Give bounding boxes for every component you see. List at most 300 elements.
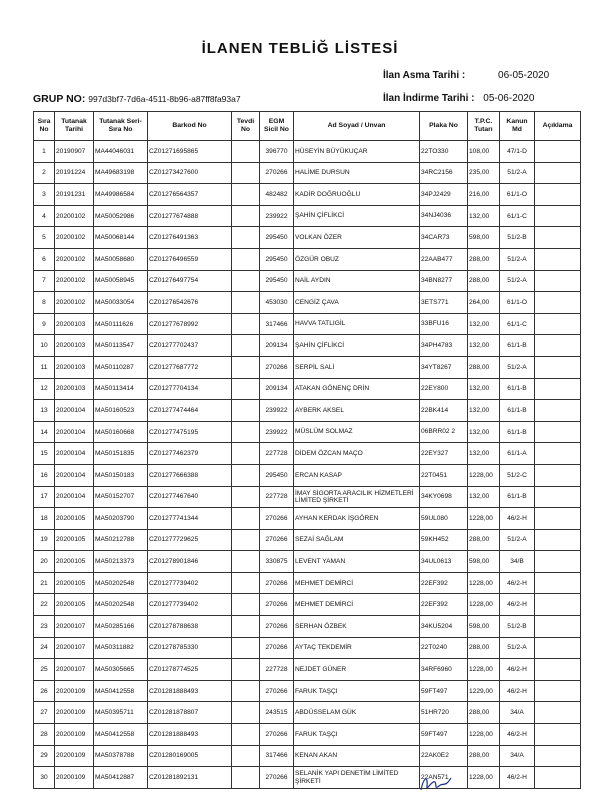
col-barkod-cell: CZ01273427600	[148, 162, 232, 184]
col-sira-cell: 2	[34, 162, 55, 184]
col-barkod-cell: CZ01276491363	[148, 227, 232, 249]
col-ad-soyad-cell: İMAY SİGORTA ARACILIK HİZMETLERİ LİMİTED ŞİRKETİ	[294, 486, 420, 508]
col-barkod-cell: CZ01276542676	[148, 292, 232, 314]
col-kanun-md-cell: 46/2-H	[500, 767, 535, 789]
col-ad-soyad-cell: KADİR DOĞRUOĞLU	[294, 184, 420, 206]
col-plaka-cell: 22EY327	[420, 443, 468, 465]
col-egm-sicil-cell: 227728	[260, 443, 294, 465]
col-tevdi-cell	[232, 313, 260, 335]
table-row	[34, 508, 581, 530]
ilan-indirme-label: İlan İndirme Tarihi :	[383, 93, 475, 104]
table-row	[34, 659, 581, 681]
col-sira-cell: 16	[34, 464, 55, 486]
col-aciklama-cell	[535, 529, 581, 551]
col-ad-soyad-cell: HALİME DURSUN	[294, 162, 420, 184]
col-plaka-cell: 22EF392	[420, 594, 468, 616]
col-tpc-tutari-cell: 132,00	[468, 378, 500, 400]
col-kanun-md-cell: 34/A	[500, 745, 535, 767]
col-tutanak-tarihi-cell: 20200103	[55, 378, 94, 400]
table-row	[34, 184, 581, 206]
col-plaka-cell: 22AN571	[420, 767, 468, 789]
table-row	[34, 227, 581, 249]
col-kanun-md-cell: 51/2-C	[500, 464, 535, 486]
col-tpc-tutari-cell: 235,00	[468, 162, 500, 184]
col-barkod-cell: CZ01277674888	[148, 205, 232, 227]
col-barkod-cell: CZ01278788638	[148, 616, 232, 638]
col-kanun-md-cell: 61/1-B	[500, 378, 535, 400]
ilan-asma-label: İlan Asma Tarihi :	[383, 70, 466, 81]
col-aciklama-cell	[535, 508, 581, 530]
col-tpc-tutari-cell: 598,00	[468, 616, 500, 638]
col-sira-cell: 23	[34, 616, 55, 638]
col-seri-sira-cell: MA50395711	[94, 702, 148, 724]
col-barkod-header: Barkod No	[148, 112, 232, 141]
col-barkod-cell: CZ01277741344	[148, 508, 232, 530]
col-ad-soyad-cell: ÖZGÜR OBUZ	[294, 248, 420, 270]
col-plaka-cell: 22TO330	[420, 141, 468, 163]
col-egm-sicil-cell: 270266	[260, 508, 294, 530]
col-sira-cell: 8	[34, 292, 55, 314]
col-ad-soyad-cell: ABDÜSSELAM GÜK	[294, 702, 420, 724]
col-barkod-cell: CZ01281892131	[148, 767, 232, 789]
col-egm-sicil-cell: 227728	[260, 486, 294, 508]
col-tevdi-cell	[232, 637, 260, 659]
col-tevdi-cell	[232, 572, 260, 594]
col-plaka-cell: 34CAR73	[420, 227, 468, 249]
col-tutanak-tarihi-cell: 20200109	[55, 767, 94, 789]
col-tevdi-cell	[232, 205, 260, 227]
col-ad-soyad-cell: FARUK TAŞÇI	[294, 680, 420, 702]
col-sira-cell: 30	[34, 767, 55, 789]
col-barkod-cell: CZ01277462379	[148, 443, 232, 465]
ilan-asma-value: 06-05-2020	[498, 70, 550, 81]
col-tevdi-cell	[232, 227, 260, 249]
col-ad-soyad-cell: MEHMET DEMİRCİ	[294, 594, 420, 616]
col-ad-soyad-header: Ad Soyad / Unvan	[294, 112, 420, 141]
col-plaka-cell: 22EF392	[420, 572, 468, 594]
col-ad-soyad-cell: NEJDET GÜNER	[294, 659, 420, 681]
col-tutanak-tarihi-cell: 20200102	[55, 205, 94, 227]
col-sira-cell: 29	[34, 745, 55, 767]
col-aciklama-cell	[535, 659, 581, 681]
col-barkod-cell: CZ01278901846	[148, 551, 232, 573]
col-egm-sicil-cell: 270266	[260, 680, 294, 702]
table-row	[34, 637, 581, 659]
col-plaka-cell: 33BFU16	[420, 313, 468, 335]
col-barkod-cell: CZ01276497754	[148, 270, 232, 292]
col-tevdi-cell	[232, 248, 260, 270]
col-seri-sira-cell: MA49986584	[94, 184, 148, 206]
table-row	[34, 529, 581, 551]
col-aciklama-cell	[535, 184, 581, 206]
col-tpc-tutari-cell: 132,00	[468, 421, 500, 443]
col-sira-cell: 18	[34, 508, 55, 530]
col-tutanak-tarihi-cell: 20200102	[55, 248, 94, 270]
col-tevdi-cell	[232, 421, 260, 443]
col-tevdi-cell	[232, 400, 260, 422]
col-tutanak-tarihi-cell: 20200104	[55, 464, 94, 486]
col-aciklama-cell	[535, 572, 581, 594]
col-tevdi-cell	[232, 335, 260, 357]
col-kanun-md-cell: 46/2-H	[500, 659, 535, 681]
col-kanun-md-cell: 61/1-B	[500, 421, 535, 443]
col-tevdi-cell	[232, 680, 260, 702]
col-tutanak-tarihi-cell: 20200104	[55, 400, 94, 422]
col-plaka-cell: 22T0451	[420, 464, 468, 486]
col-aciklama-cell	[535, 486, 581, 508]
col-aciklama-cell	[535, 594, 581, 616]
table-header-row	[34, 112, 581, 141]
col-plaka-cell: 59UL080	[420, 508, 468, 530]
col-tpc-tutari-cell: 216,00	[468, 184, 500, 206]
col-seri-sira-cell: MA50412558	[94, 724, 148, 746]
col-ad-soyad-cell: AYBERK AKSEL	[294, 400, 420, 422]
col-barkod-cell: CZ01281888493	[148, 680, 232, 702]
col-tevdi-cell	[232, 724, 260, 746]
col-plaka-cell: 34PJ2429	[420, 184, 468, 206]
col-ad-soyad-cell: SERPİL SALİ	[294, 356, 420, 378]
col-plaka-cell: 34RF6960	[420, 659, 468, 681]
col-tpc-tutari-cell: 132,00	[468, 205, 500, 227]
col-egm-sicil-cell: 209134	[260, 378, 294, 400]
grup-no-label: GRUP NO:	[33, 93, 86, 105]
col-sira-header: Sıra No	[34, 112, 55, 141]
table-row	[34, 616, 581, 638]
col-sira-cell: 12	[34, 378, 55, 400]
col-barkod-cell: CZ01276496559	[148, 248, 232, 270]
col-seri-sira-cell: MA50412887	[94, 767, 148, 789]
table-row	[34, 270, 581, 292]
table-row	[34, 162, 581, 184]
col-ad-soyad-cell: ERCAN KASAP	[294, 464, 420, 486]
col-egm-sicil-cell: 270266	[260, 767, 294, 789]
col-tpc-tutari-cell: 288,00	[468, 745, 500, 767]
col-tutanak-tarihi-cell: 20200109	[55, 745, 94, 767]
col-plaka-cell: 22T0240	[420, 637, 468, 659]
col-kanun-md-cell: 61/1-O	[500, 184, 535, 206]
col-tpc-tutari-cell: 288,00	[468, 702, 500, 724]
col-aciklama-cell	[535, 767, 581, 789]
col-tpc-tutari-header: T.P.C. Tutarı	[468, 112, 500, 141]
col-tutanak-tarihi-cell: 20200102	[55, 227, 94, 249]
col-plaka-cell: 34KU5204	[420, 616, 468, 638]
col-tutanak-tarihi-header: Tutanak Tarihi	[55, 112, 94, 141]
col-ad-soyad-cell: VOLKAN ÖZER	[294, 227, 420, 249]
table-row	[34, 594, 581, 616]
col-sira-cell: 9	[34, 313, 55, 335]
col-kanun-md-cell: 61/1-A	[500, 443, 535, 465]
col-plaka-cell: 34NJ4036	[420, 205, 468, 227]
col-tpc-tutari-cell: 288,00	[468, 637, 500, 659]
col-egm-sicil-cell: 295450	[260, 464, 294, 486]
col-egm-sicil-cell: 270266	[260, 572, 294, 594]
col-aciklama-cell	[535, 162, 581, 184]
col-seri-sira-cell: MA50203790	[94, 508, 148, 530]
table-row	[34, 400, 581, 422]
col-ad-soyad-cell: SERHAN ÖZBEK	[294, 616, 420, 638]
col-plaka-cell: 22BK414	[420, 400, 468, 422]
col-seri-sira-cell: MA50213373	[94, 551, 148, 573]
col-ad-soyad-cell: LEVENT YAMAN	[294, 551, 420, 573]
col-seri-sira-cell: MA50305665	[94, 659, 148, 681]
col-barkod-cell: CZ01280169005	[148, 745, 232, 767]
col-tevdi-cell	[232, 767, 260, 789]
col-aciklama-cell	[535, 292, 581, 314]
col-ad-soyad-cell: AYHAN KERDAK İŞGÖREN	[294, 508, 420, 530]
col-tpc-tutari-cell: 1228,00	[468, 572, 500, 594]
col-barkod-cell: CZ01277739402	[148, 572, 232, 594]
col-tpc-tutari-cell: 288,00	[468, 248, 500, 270]
col-tutanak-tarihi-cell: 20200107	[55, 637, 94, 659]
col-sira-cell: 7	[34, 270, 55, 292]
col-tevdi-cell	[232, 356, 260, 378]
ilan-indirme-row	[383, 93, 534, 104]
col-sira-cell: 15	[34, 443, 55, 465]
col-seri-sira-cell: MA50111626	[94, 313, 148, 335]
col-tutanak-tarihi-cell: 20200105	[55, 594, 94, 616]
col-egm-sicil-cell: 482482	[260, 184, 294, 206]
col-aciklama-cell	[535, 616, 581, 638]
col-ad-soyad-cell: HÜSEYİN BÜYÜKUÇAR	[294, 141, 420, 163]
col-plaka-cell: 59FT497	[420, 680, 468, 702]
col-seri-sira-cell: MA50052986	[94, 205, 148, 227]
table-row	[34, 292, 581, 314]
col-tpc-tutari-cell: 108,00	[468, 141, 500, 163]
col-tutanak-tarihi-cell: 20200105	[55, 572, 94, 594]
col-tevdi-cell	[232, 486, 260, 508]
col-aciklama-cell	[535, 141, 581, 163]
col-tutanak-tarihi-cell: 20200103	[55, 356, 94, 378]
col-tutanak-tarihi-cell: 20200103	[55, 313, 94, 335]
col-barkod-cell: CZ01271695865	[148, 141, 232, 163]
col-sira-cell: 19	[34, 529, 55, 551]
col-tpc-tutari-cell: 288,00	[468, 529, 500, 551]
col-aciklama-cell	[535, 680, 581, 702]
col-sira-cell: 25	[34, 659, 55, 681]
col-barkod-cell: CZ01277475195	[148, 421, 232, 443]
col-tpc-tutari-cell: 1229,00	[468, 680, 500, 702]
col-tutanak-tarihi-cell: 20190907	[55, 141, 94, 163]
col-tpc-tutari-cell: 1228,00	[468, 724, 500, 746]
col-seri-sira-cell: MA50160523	[94, 400, 148, 422]
col-aciklama-cell	[535, 313, 581, 335]
col-plaka-cell: 3ETS771	[420, 292, 468, 314]
col-plaka-cell: 59FT497	[420, 724, 468, 746]
table-row	[34, 572, 581, 594]
col-plaka-cell: 34YT8267	[420, 356, 468, 378]
col-egm-sicil-cell: 295450	[260, 227, 294, 249]
col-barkod-cell: CZ01277702437	[148, 335, 232, 357]
col-plaka-cell: 34PH4783	[420, 335, 468, 357]
col-tpc-tutari-cell: 288,00	[468, 270, 500, 292]
table-row	[34, 205, 581, 227]
col-tpc-tutari-cell: 132,00	[468, 335, 500, 357]
col-egm-sicil-cell: 270266	[260, 162, 294, 184]
col-egm-sicil-cell: 243515	[260, 702, 294, 724]
table-row	[34, 767, 581, 789]
col-kanun-md-cell: 51/2-A	[500, 356, 535, 378]
col-tpc-tutari-cell: 264,00	[468, 292, 500, 314]
col-tevdi-cell	[232, 184, 260, 206]
col-aciklama-header: Açıklama	[535, 112, 581, 141]
col-ad-soyad-cell: ŞAHİN ÇİFLİKCİ	[294, 335, 420, 357]
col-plaka-cell: 59KH452	[420, 529, 468, 551]
col-barkod-cell: CZ01281888493	[148, 724, 232, 746]
col-seri-sira-cell: MA50150183	[94, 464, 148, 486]
col-seri-sira-cell: MA50113547	[94, 335, 148, 357]
col-kanun-md-header: Kanun Md	[500, 112, 535, 141]
col-barkod-cell: CZ01277467640	[148, 486, 232, 508]
col-aciklama-cell	[535, 335, 581, 357]
col-kanun-md-cell: 61/1-B	[500, 400, 535, 422]
table-row	[34, 335, 581, 357]
col-kanun-md-cell: 47/1-D	[500, 141, 535, 163]
col-sira-cell: 22	[34, 594, 55, 616]
col-tpc-tutari-cell: 598,00	[468, 551, 500, 573]
col-plaka-cell: 06BRR02 2	[420, 421, 468, 443]
col-tutanak-tarihi-cell: 20200109	[55, 724, 94, 746]
col-tpc-tutari-cell: 598,00	[468, 227, 500, 249]
col-tpc-tutari-cell: 1228,00	[468, 464, 500, 486]
col-sira-cell: 10	[34, 335, 55, 357]
col-egm-sicil-cell: 317466	[260, 313, 294, 335]
col-egm-sicil-cell: 295450	[260, 248, 294, 270]
col-seri-sira-cell: MA50202548	[94, 594, 148, 616]
table-row	[34, 421, 581, 443]
col-aciklama-cell	[535, 378, 581, 400]
col-tutanak-tarihi-cell: 20200105	[55, 551, 94, 573]
col-ad-soyad-cell: ŞAHİN ÇİFLİKCİ	[294, 205, 420, 227]
col-egm-sicil-cell: 239922	[260, 205, 294, 227]
col-seri-sira-cell: MA50033054	[94, 292, 148, 314]
grup-no-row	[33, 93, 241, 105]
col-kanun-md-cell: 61/1-B	[500, 335, 535, 357]
col-tpc-tutari-cell: 132,00	[468, 400, 500, 422]
col-aciklama-cell	[535, 551, 581, 573]
table-row	[34, 378, 581, 400]
table-row	[34, 486, 581, 508]
col-aciklama-cell	[535, 724, 581, 746]
col-tutanak-tarihi-cell: 20191224	[55, 162, 94, 184]
col-plaka-cell: 34UL0613	[420, 551, 468, 573]
col-plaka-cell: 51HR720	[420, 702, 468, 724]
col-plaka-header: Plaka No	[420, 112, 468, 141]
col-ad-soyad-cell: HAVVA TATLIGİL	[294, 313, 420, 335]
col-ad-soyad-cell: SEZAİ SAĞLAM	[294, 529, 420, 551]
col-tpc-tutari-cell: 132,00	[468, 486, 500, 508]
col-seri-sira-cell: MA50058945	[94, 270, 148, 292]
col-barkod-cell: CZ01277474464	[148, 400, 232, 422]
col-ad-soyad-cell: NAİL AYDIN	[294, 270, 420, 292]
col-tutanak-tarihi-cell: 20200103	[55, 335, 94, 357]
col-ad-soyad-cell: DİDEM ÖZCAN MAÇO	[294, 443, 420, 465]
col-egm-sicil-cell: 270266	[260, 724, 294, 746]
col-seri-sira-cell: MA50151835	[94, 443, 148, 465]
col-plaka-cell: 22AAB477	[420, 248, 468, 270]
col-tevdi-cell	[232, 141, 260, 163]
col-tpc-tutari-cell: 1228,00	[468, 594, 500, 616]
col-plaka-cell: 34BN8277	[420, 270, 468, 292]
col-aciklama-cell	[535, 205, 581, 227]
col-egm-sicil-header: EGM Sicil No	[260, 112, 294, 141]
col-tutanak-tarihi-cell: 20200102	[55, 292, 94, 314]
col-egm-sicil-cell: 239922	[260, 421, 294, 443]
col-egm-sicil-cell: 270266	[260, 356, 294, 378]
col-tpc-tutari-cell: 1228,00	[468, 508, 500, 530]
col-kanun-md-cell: 51/2-B	[500, 227, 535, 249]
col-tutanak-tarihi-cell: 20200109	[55, 680, 94, 702]
col-ad-soyad-cell: ATAKAN GÖNENÇ DRİN	[294, 378, 420, 400]
col-tevdi-cell	[232, 551, 260, 573]
col-tevdi-cell	[232, 443, 260, 465]
col-egm-sicil-cell: 453030	[260, 292, 294, 314]
col-egm-sicil-cell: 330875	[260, 551, 294, 573]
col-kanun-md-cell: 51/2-A	[500, 637, 535, 659]
col-seri-sira-cell: MA50058680	[94, 248, 148, 270]
ilan-asma-row	[383, 70, 549, 81]
col-egm-sicil-cell: 239922	[260, 400, 294, 422]
col-barkod-cell: CZ01276564357	[148, 184, 232, 206]
col-tpc-tutari-cell: 288,00	[468, 356, 500, 378]
col-tevdi-cell	[232, 659, 260, 681]
grup-no-value: 997d3bf7-7d6a-4511-8b96-a87ff8fa93a7	[88, 94, 241, 104]
col-aciklama-cell	[535, 248, 581, 270]
col-ad-soyad-cell: AYTAÇ TEKDEMİR	[294, 637, 420, 659]
col-aciklama-cell	[535, 702, 581, 724]
col-kanun-md-cell: 51/2-A	[500, 270, 535, 292]
col-kanun-md-cell: 51/2-B	[500, 616, 535, 638]
col-sira-cell: 21	[34, 572, 55, 594]
col-ad-soyad-cell: CENGİZ ÇAVA	[294, 292, 420, 314]
col-tpc-tutari-cell: 132,00	[468, 443, 500, 465]
col-seri-sira-cell: MA50311882	[94, 637, 148, 659]
col-aciklama-cell	[535, 637, 581, 659]
table-row	[34, 443, 581, 465]
table-row	[34, 141, 581, 163]
col-tutanak-tarihi-cell: 20200104	[55, 421, 94, 443]
col-aciklama-cell	[535, 270, 581, 292]
col-aciklama-cell	[535, 443, 581, 465]
col-ad-soyad-cell: SELANİK YAPI DENETİM LİMİTED ŞİRKETİ	[294, 767, 420, 789]
col-sira-cell: 5	[34, 227, 55, 249]
col-tevdi-cell	[232, 292, 260, 314]
col-tutanak-tarihi-cell: 20200104	[55, 486, 94, 508]
col-sira-cell: 6	[34, 248, 55, 270]
col-seri-sira-cell: MA50068144	[94, 227, 148, 249]
col-tevdi-cell	[232, 378, 260, 400]
col-tutanak-tarihi-cell: 20200102	[55, 270, 94, 292]
col-plaka-cell: 22AK0E2	[420, 745, 468, 767]
col-sira-cell: 11	[34, 356, 55, 378]
col-seri-sira-cell: MA50113414	[94, 378, 148, 400]
col-plaka-cell: 34KY0698	[420, 486, 468, 508]
table-row	[34, 248, 581, 270]
col-aciklama-cell	[535, 227, 581, 249]
col-aciklama-cell	[535, 400, 581, 422]
col-ad-soyad-cell: MÜSLÜM SOLMAZ	[294, 421, 420, 443]
col-seri-sira-cell: MA50212788	[94, 529, 148, 551]
col-sira-cell: 17	[34, 486, 55, 508]
col-tevdi-cell	[232, 702, 260, 724]
col-tevdi-cell	[232, 464, 260, 486]
col-sira-cell: 13	[34, 400, 55, 422]
col-aciklama-cell	[535, 745, 581, 767]
col-seri-sira-cell: MA50412558	[94, 680, 148, 702]
ilan-indirme-value: 05-06-2020	[483, 93, 535, 104]
col-kanun-md-cell: 61/1-O	[500, 292, 535, 314]
teblig-table	[33, 111, 581, 789]
col-barkod-cell: CZ01278785330	[148, 637, 232, 659]
